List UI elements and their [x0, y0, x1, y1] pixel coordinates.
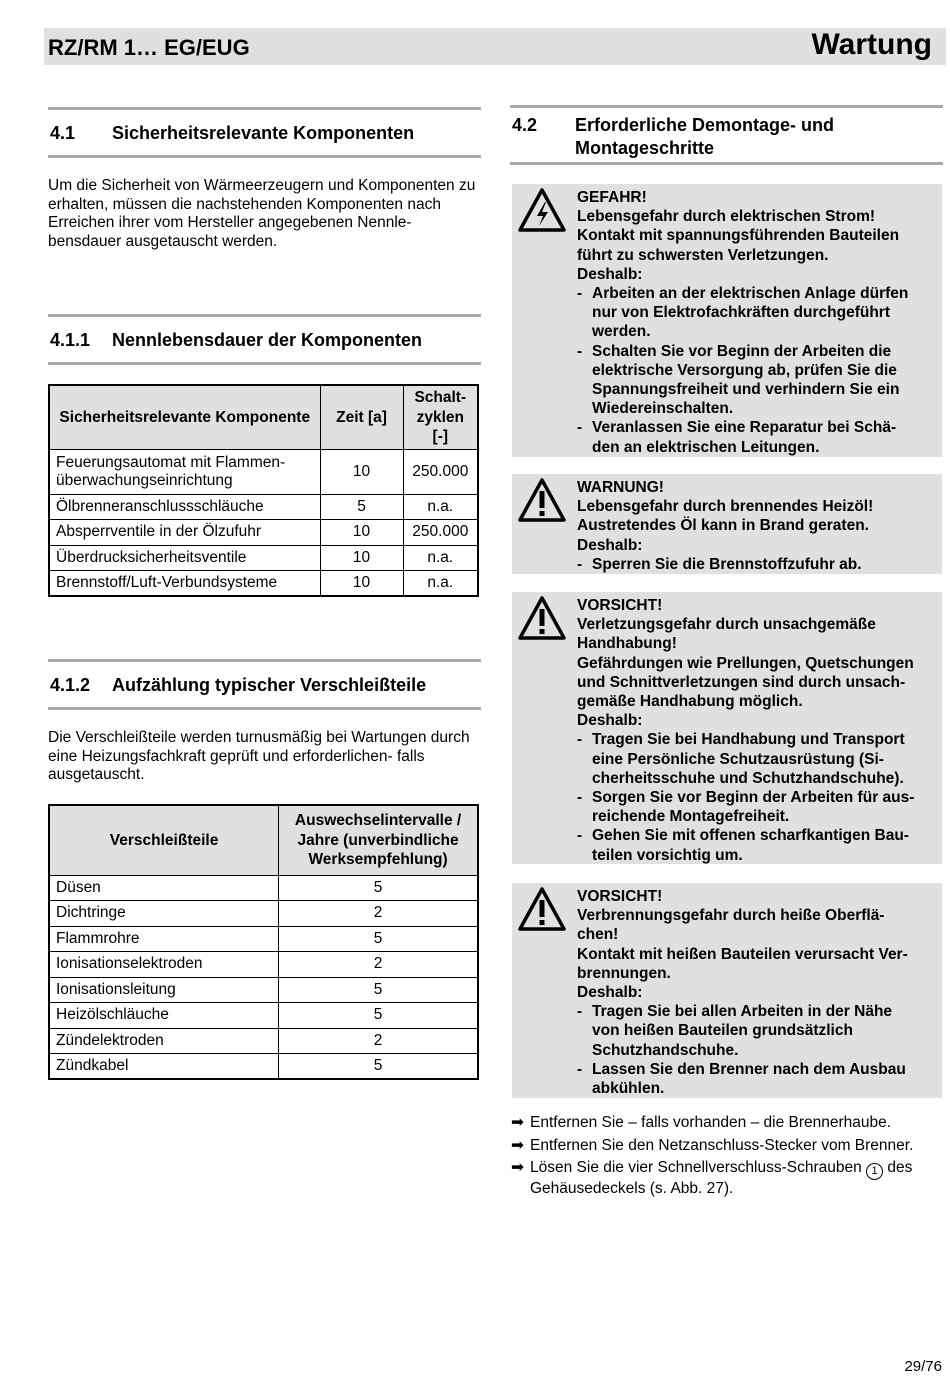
section-number: 4.2	[512, 115, 538, 135]
table-row	[49, 494, 478, 520]
warning-item-line: werden.	[592, 323, 651, 341]
warning-item-line: - Tragen Sie bei allen Arbeiten in der Nähe	[592, 1003, 893, 1021]
warning-signal-word: VORSICHT!	[577, 888, 663, 905]
warning-item-line: nur von Elektrofachkräften durchgeführt	[592, 304, 890, 322]
warning-line: Gefährdungen wie Prellungen, Quetschungen	[577, 654, 914, 672]
section-number: 4.1	[50, 123, 76, 143]
component-cell: Feuerungsautomat mit Flammen- überwachungseinrichtung	[49, 449, 320, 494]
warning-item-line: - Sorgen Sie vor Beginn der Arbeiten für aus-	[592, 789, 915, 807]
warning-item-line: reichende Montagefreiheit.	[592, 808, 790, 826]
cycles-cell: 250.000	[403, 520, 478, 546]
table-row	[49, 926, 478, 952]
warning-item-line: - Gehen Sie mit offenen scharfkantigen Bau-	[592, 827, 909, 845]
instruction-step	[511, 1137, 946, 1156]
part-cell: Zündelektroden	[49, 1028, 279, 1054]
section-4-1-intro: Um die Sicherheit von Wärmeerzeugern und Komponenten zu erhalten, müssen die nachstehenden Komponenten nach Erreichen ihrer vom Hersteller angegebenen Nennle- bensdauer ausgetauscht werden.	[48, 177, 476, 250]
warning-oil-box	[512, 474, 942, 574]
section-4-2-heading	[510, 105, 943, 165]
component-lifetime-table	[48, 384, 479, 597]
table-row	[49, 875, 478, 901]
header-component: Sicherheitsrelevante Komponente	[49, 385, 320, 449]
caution-text	[577, 887, 938, 1098]
caution-handling-box	[512, 592, 942, 864]
warning-list-item	[577, 788, 938, 826]
table-header-row	[49, 385, 478, 449]
section-title-line1: Erforderliche Demontage- und	[575, 115, 835, 135]
warning-list-item	[577, 555, 938, 574]
table-row	[49, 571, 478, 597]
part-cell: Heizölschläuche	[49, 1003, 279, 1029]
warning-item-line: - Tragen Sie bei Handhabung und Transport	[592, 731, 905, 749]
warning-item-line: abkühlen.	[592, 1080, 665, 1098]
warning-line: Lebensgefahr durch elektrischen Strom!	[577, 208, 876, 226]
warning-item-line: Wiedereinschalten.	[592, 400, 734, 418]
warning-line: Lebensgefahr durch brennendes Heizöl!	[577, 498, 874, 516]
component-cell: Absperrventile in der Ölzufuhr	[49, 520, 320, 546]
table-row	[49, 545, 478, 571]
table-row	[49, 1003, 478, 1029]
table-row	[49, 952, 478, 978]
header-time: Zeit [a]	[320, 385, 403, 449]
part-cell: Düsen	[49, 875, 279, 901]
interval-cell: 5	[279, 875, 478, 901]
warning-list-item	[577, 418, 938, 456]
warning-line: Kontakt mit spannungsführenden Bauteilen	[577, 227, 900, 245]
warning-item-line: cherheitsschuhe und Schutzhandschuhe).	[592, 769, 904, 787]
instruction-steps	[511, 1114, 946, 1203]
interval-cell: 5	[279, 977, 478, 1003]
cycles-cell: 250.000	[403, 449, 478, 494]
wear-parts-table	[48, 804, 479, 1080]
document-title: RZ/RM 1… EG/EUG	[48, 35, 250, 60]
section-4-1-2-heading	[48, 659, 481, 710]
section-number: 4.1.1	[50, 330, 91, 350]
instruction-step	[511, 1114, 946, 1133]
warning-signal-word: VORSICHT!	[577, 597, 663, 614]
interval-cell: 5	[279, 1003, 478, 1029]
time-cell: 5	[320, 494, 403, 520]
table-header-row	[49, 805, 478, 875]
warning-item-line: - Veranlassen Sie eine Reparatur bei Schä-	[592, 419, 897, 437]
warning-item-line: eine Persönliche Schutzausrüstung (Si-	[592, 750, 884, 768]
step-text: Lösen Sie die vier Schnellverschluss-Schrauben	[530, 1159, 867, 1177]
component-cell: Brennstoff/Luft-Verbundsysteme	[49, 571, 320, 597]
warning-line: Kontakt mit heißen Bauteilen verursacht Ver-	[577, 945, 908, 963]
warning-line: chen!	[577, 926, 619, 944]
cycles-cell: n.a.	[403, 494, 478, 520]
warning-line: Deshalb:	[577, 984, 643, 1002]
table-row	[49, 1054, 478, 1080]
interval-cell: 2	[279, 901, 478, 927]
section-title-line2: Montageschritte	[575, 138, 715, 158]
exclamation-warning-icon	[517, 595, 567, 641]
warning-item-line: teilen vorsichtig um.	[592, 846, 743, 864]
header-part: Verschleißteile	[49, 805, 279, 875]
cycles-cell: n.a.	[403, 545, 478, 571]
warning-item-line: von heißen Bauteilen grundsätzlich	[592, 1022, 853, 1040]
warning-item-line: elektrische Versorgung ab, prüfen Sie die	[592, 361, 897, 379]
warning-line: Deshalb:	[577, 536, 643, 554]
warning-line: Deshalb:	[577, 712, 643, 730]
interval-cell: 2	[279, 952, 478, 978]
warning-line: Handhabung!	[577, 635, 677, 653]
table-row	[49, 520, 478, 546]
warning-line: und Schnittverletzungen sind durch unsach-	[577, 673, 906, 691]
page-header	[44, 28, 946, 65]
header-cycles: Schalt- zyklen [-]	[403, 385, 478, 449]
warning-list-item	[577, 284, 938, 342]
warning-line: führt zu schwersten Verletzungen.	[577, 246, 829, 264]
section-4-1-heading	[48, 107, 481, 158]
warning-list-item	[577, 1002, 938, 1060]
warning-line: brennungen.	[577, 964, 671, 982]
exclamation-warning-icon	[517, 477, 567, 523]
step-text: Entfernen Sie – falls vorhanden – die Brennerhaube.	[530, 1114, 892, 1131]
warning-signal-word: WARNUNG!	[577, 479, 664, 496]
electric-hazard-icon	[517, 187, 567, 233]
table-row	[49, 901, 478, 927]
warning-line: Verletzungsgefahr durch unsachgemäße	[577, 616, 876, 634]
exclamation-warning-icon	[517, 886, 567, 932]
time-cell: 10	[320, 571, 403, 597]
instruction-step	[511, 1159, 946, 1199]
reference-number-badge: 1	[866, 1163, 883, 1180]
interval-cell: 5	[279, 926, 478, 952]
table-row	[49, 1028, 478, 1054]
page-number: 29/76	[904, 1358, 942, 1375]
time-cell: 10	[320, 449, 403, 494]
component-cell: Überdrucksicherheitsventile	[49, 545, 320, 571]
time-cell: 10	[320, 520, 403, 546]
warning-line: Austretendes Öl kann in Brand geraten.	[577, 517, 869, 535]
warning-item-line: den an elektrischen Leitungen.	[592, 438, 820, 456]
part-cell: Flammrohre	[49, 926, 279, 952]
warning-text	[577, 478, 938, 574]
caution-text	[577, 596, 938, 865]
warning-item-line: Schutzhandschuhe.	[592, 1041, 739, 1059]
warning-line: Deshalb:	[577, 265, 643, 283]
caution-hot-surface-box	[512, 883, 942, 1098]
chapter-title: Wartung	[811, 28, 932, 61]
section-4-1-1-heading	[48, 314, 481, 365]
warning-line: gemäße Handhabung möglich.	[577, 693, 803, 711]
warning-item-line: - Arbeiten an der elektrischen Anlage dürfen	[592, 285, 909, 303]
warning-item-line: - Lassen Sie den Brenner nach dem Ausbau	[592, 1060, 906, 1078]
warning-item-line: Spannungsfreiheit und verhindern Sie ein	[592, 381, 900, 399]
table-row	[49, 449, 478, 494]
table-row	[49, 977, 478, 1003]
interval-cell: 5	[279, 1054, 478, 1080]
part-cell: Dichtringe	[49, 901, 279, 927]
danger-electric-box	[512, 184, 942, 457]
component-cell: Ölbrenneranschlussschläuche	[49, 494, 320, 520]
warning-list-item	[577, 730, 938, 788]
arrow-right-icon: ➡	[511, 1136, 524, 1154]
arrow-right-icon: ➡	[511, 1114, 524, 1131]
section-title: Aufzählung typischer Verschleißteile	[112, 675, 427, 695]
warning-item-line: - Schalten Sie vor Beginn der Arbeiten die	[592, 342, 892, 360]
time-cell: 10	[320, 545, 403, 571]
arrow-right-icon: ➡	[511, 1159, 524, 1177]
warning-item-line: - Sperren Sie die Brennstoffzufuhr ab.	[592, 555, 862, 573]
warning-list-item	[577, 342, 938, 419]
section-title: Nennlebensdauer der Komponenten	[112, 330, 423, 350]
warning-list-item	[577, 826, 938, 864]
cycles-cell: n.a.	[403, 571, 478, 597]
part-cell: Zündkabel	[49, 1054, 279, 1080]
interval-cell: 2	[279, 1028, 478, 1054]
section-number: 4.1.2	[50, 675, 91, 695]
part-cell: Ionisationsleitung	[49, 977, 279, 1003]
section-4-1-2-intro: Die Verschleißteile werden turnusmäßig bei Wartungen durch eine Heizungsfachkraft geprüft und erforderlichen- falls ausgetauscht.	[48, 729, 470, 784]
header-interval: Auswechselintervalle / Jahre (unverbindliche Werksempfehlung)	[279, 805, 478, 875]
warning-list-item	[577, 1060, 938, 1098]
step-text: Entfernen Sie den Netzanschluss-Stecker vom Brenner.	[530, 1136, 914, 1154]
step-text: des Gehäusedeckels (s. Abb. 27).	[530, 1159, 913, 1198]
warning-line: Verbrennungsgefahr durch heiße Oberflä-	[577, 907, 885, 925]
danger-text	[577, 188, 938, 457]
part-cell: Ionisationselektroden	[49, 952, 279, 978]
section-title: Sicherheitsrelevante Komponenten	[112, 123, 415, 143]
warning-signal-word: GEFAHR!	[577, 189, 647, 206]
